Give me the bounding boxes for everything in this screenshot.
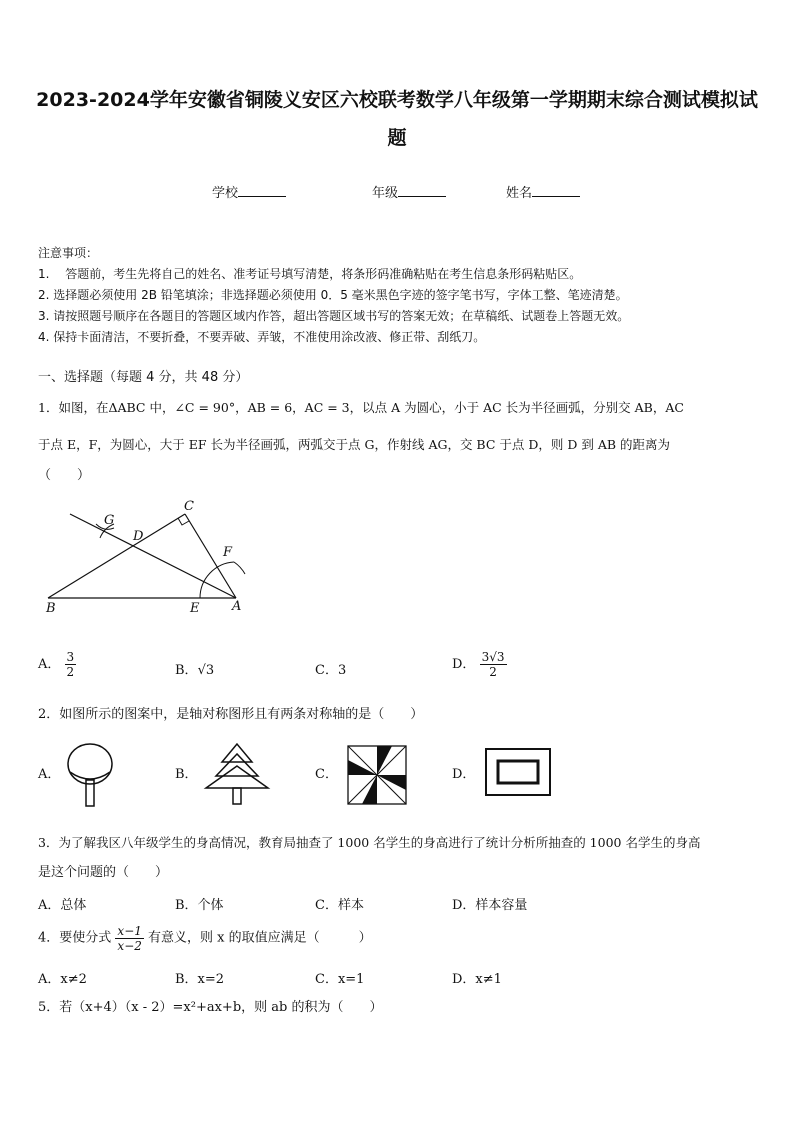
grade-blank bbox=[398, 184, 446, 197]
q1-option-d[interactable] bbox=[452, 650, 507, 679]
q4-option-c[interactable]: C．x=1 bbox=[315, 972, 365, 987]
page-title: 2023-2024学年安徽省铜陵义安区六校联考数学八年级第一学期期末综合测试模拟试 bbox=[36, 89, 758, 111]
q5-stem: 5．若（x+4）（x - 2）=x²+ax+b，则 ab 的积为（ ） bbox=[38, 1000, 383, 1015]
label-g: G bbox=[104, 513, 115, 528]
q1-option-d-letter: D． bbox=[452, 657, 476, 672]
q2-fan-figure bbox=[62, 742, 122, 808]
q2-option-d[interactable] bbox=[452, 763, 475, 782]
tree-trunk bbox=[233, 788, 241, 804]
q2-option-d-letter: D． bbox=[452, 767, 476, 782]
pinwheel-blade bbox=[377, 746, 392, 775]
q1-option-b-text: √3 bbox=[197, 663, 215, 678]
q4-denominator: x−2 bbox=[117, 939, 142, 953]
q1-option-d-num: 3√3 bbox=[481, 650, 505, 664]
q1-option-a[interactable] bbox=[38, 650, 76, 679]
q1-option-a-fraction bbox=[65, 650, 77, 679]
label-a: A bbox=[232, 599, 242, 614]
q2-option-b-letter: B． bbox=[175, 767, 198, 782]
q2-tree-figure bbox=[202, 742, 272, 808]
q4-fraction bbox=[115, 924, 143, 953]
q1-option-a-den: 2 bbox=[66, 665, 75, 679]
q1-option-c[interactable] bbox=[315, 659, 346, 678]
name-label: 姓名 bbox=[506, 186, 533, 201]
q4-option-a[interactable]: A．x≠2 bbox=[38, 972, 87, 987]
school-field bbox=[212, 182, 286, 201]
q1-option-c-text: 3 bbox=[337, 663, 347, 678]
fan-inner-arc bbox=[70, 772, 110, 779]
q4-stem bbox=[38, 924, 372, 953]
q3-option-a[interactable]: A．总体 bbox=[38, 898, 87, 913]
label-d: D bbox=[133, 529, 144, 544]
tree-middle bbox=[216, 754, 258, 776]
label-f: F bbox=[223, 545, 233, 560]
q4-suffix: 有意义，则 x 的取值应满足（ ） bbox=[148, 930, 372, 946]
q2-option-c-letter: C． bbox=[315, 767, 338, 782]
q1-option-d-fraction bbox=[480, 650, 507, 679]
tree-bottom bbox=[206, 766, 268, 788]
label-b: B bbox=[46, 601, 56, 616]
q1-option-a-num: 3 bbox=[66, 650, 75, 664]
arc-at-a bbox=[200, 562, 234, 598]
name-field bbox=[506, 182, 580, 201]
frame-inner bbox=[498, 761, 538, 783]
notice-item: 1. 答题前，考生先将自己的姓名、准考证号填写清楚，将条形码准确粘贴在考生信息条形码粘贴区。 bbox=[38, 267, 582, 281]
label-e: E bbox=[190, 601, 200, 616]
segment-bc bbox=[48, 514, 185, 598]
notice-item: 2. 选择题必须使用 2B 铅笔填涂；非选择题必须使用 0．5 毫米黑色字迹的签字笔书写，字体工整、笔迹清楚。 bbox=[38, 288, 628, 302]
label-c: C bbox=[184, 499, 194, 514]
name-blank bbox=[532, 184, 580, 197]
q2-option-c[interactable] bbox=[315, 763, 338, 782]
pinwheel-blade bbox=[348, 760, 377, 775]
fan-circle bbox=[68, 744, 112, 784]
q1-line2: 于点 E，F，为圆心，大于 EF 长为半径画弧，两弧交于点 G，作射线 AG，交 BC 于点 D，则 D 到 AB 的距离为 bbox=[38, 437, 671, 452]
q1-option-d-den: 2 bbox=[489, 665, 497, 679]
notice-item: 4. 保持卡面清洁，不要折叠，不要弄破、弄皱，不准使用涂改液、修正带、刮纸刀。 bbox=[38, 330, 486, 344]
school-label: 学校 bbox=[212, 186, 239, 201]
right-angle-mark bbox=[178, 518, 189, 525]
q4-numerator: x−1 bbox=[117, 924, 142, 938]
q3-line2: 是这个问题的（ ） bbox=[38, 865, 169, 880]
q3-line1: 3．为了解我区八年级学生的身高情况，教育局抽查了 1000 名学生的身高进行了统计分析所抽查的 1000 名学生的身高 bbox=[38, 835, 701, 850]
school-blank bbox=[238, 184, 286, 197]
page-title-line2: 题 bbox=[387, 127, 407, 149]
q1-option-a-letter: A． bbox=[38, 657, 61, 672]
q4-prefix: 4．要使分式 bbox=[38, 930, 112, 946]
q3-option-b[interactable]: B．个体 bbox=[175, 898, 224, 913]
grade-field bbox=[372, 182, 446, 201]
q1-option-b-letter: B． bbox=[175, 663, 198, 678]
arc-at-a-ext bbox=[234, 562, 245, 574]
pinwheel-blade bbox=[377, 775, 406, 790]
q2-pinwheel-figure bbox=[346, 744, 408, 806]
notice-block bbox=[38, 243, 629, 348]
pinwheel-blade bbox=[362, 775, 377, 804]
q2-stem: 2．如图所示的图案中，是轴对称图形且有两条对称轴的是（ ） bbox=[38, 707, 424, 722]
q2-option-a[interactable] bbox=[38, 763, 60, 782]
q1-line1: 1．如图，在ΔABC 中，∠C = 90°，AB = 6，AC = 3，以点 A 为圆心，小于 AC 长为半径画弧，分别交 AB，AC bbox=[38, 400, 684, 415]
grade-label: 年级 bbox=[372, 186, 399, 201]
q4-option-d[interactable]: D．x≠1 bbox=[452, 972, 502, 987]
q2-frame-figure bbox=[484, 747, 554, 799]
q4-option-b[interactable]: B．x=2 bbox=[175, 972, 225, 987]
q3-option-c[interactable]: C．样本 bbox=[315, 898, 364, 913]
q2-option-a-letter: A． bbox=[38, 767, 61, 782]
q1-option-b[interactable] bbox=[175, 659, 214, 678]
q1-triangle-figure bbox=[38, 494, 278, 624]
q1-option-c-letter: C． bbox=[315, 663, 338, 678]
notice-item: 3. 请按照题号顺序在各题目的答题区域内作答，超出答题区域书写的答案无效；在草稿纸、试题卷上答题无效。 bbox=[38, 309, 630, 323]
section-heading: 一、选择题（每题 4 分，共 48 分） bbox=[38, 370, 249, 385]
frame-outer bbox=[486, 749, 550, 795]
q3-option-d[interactable]: D．样本容量 bbox=[452, 898, 528, 913]
q2-option-b[interactable] bbox=[175, 763, 198, 782]
q1-line3: （ ） bbox=[38, 468, 91, 483]
notice-heading: 注意事项： bbox=[38, 246, 99, 260]
